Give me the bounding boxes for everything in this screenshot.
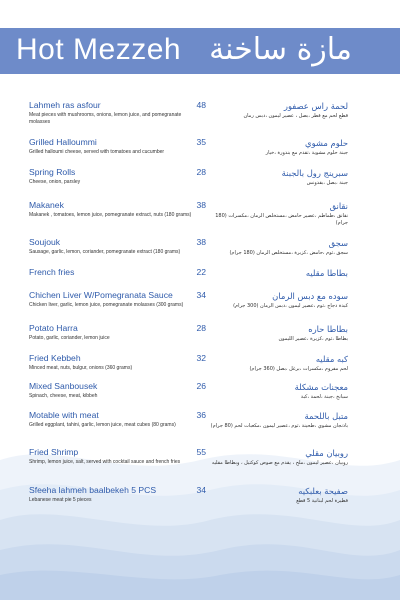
item-name-arabic: سوده مع دبس الرمان bbox=[272, 291, 348, 301]
item-name-arabic: متبل باللحمة bbox=[304, 411, 348, 421]
item-description: Makanek , tomatoes, lemon juice, pomegranate extract, nuts (180 grams) bbox=[29, 212, 192, 218]
item-name: Makanek bbox=[29, 200, 64, 210]
item-description: Potato, garlic, coriander, lemon juice bbox=[29, 335, 110, 341]
item-description: Chicken liver, garlic, lemon juice, pomegranate molasses (300 grams) bbox=[29, 302, 184, 308]
item-price: 55 bbox=[196, 447, 206, 457]
item-price: 32 bbox=[196, 353, 206, 363]
item-description-arabic: سجق ،ثوم ،حامض ،كزبرة ،مستخلص الرمان (180 جرام) bbox=[229, 250, 348, 256]
item-description-arabic: جبنة ،بصل ،بقدونس bbox=[306, 180, 348, 186]
item-name-arabic: حلوم مشوي bbox=[305, 138, 348, 148]
item-name: Potato Harra bbox=[29, 323, 78, 333]
item-name: Spring Rolls bbox=[29, 167, 76, 177]
item-name-arabic: صفيحة بعلبكيه bbox=[298, 486, 348, 496]
menu-item bbox=[0, 100, 400, 140]
item-description-arabic: فطيرة لحم لبنانية 5 قطع bbox=[296, 498, 348, 504]
item-name-arabic: كبه مقليه bbox=[315, 354, 348, 364]
item-name-arabic: بطاطا حاره bbox=[308, 324, 348, 334]
item-name: Chichen Liver W/Pomegranata Sauce bbox=[29, 290, 173, 300]
item-name: Mixed Sanbousek bbox=[29, 381, 98, 391]
item-name-arabic: نقانق bbox=[329, 201, 348, 211]
item-name-arabic: روبيان مقلي bbox=[305, 448, 348, 458]
item-name-arabic: بطاطا مقليه bbox=[305, 268, 348, 278]
item-price: 26 bbox=[196, 381, 206, 391]
item-name: Grilled Halloummi bbox=[29, 137, 97, 147]
item-name: Motable with meat bbox=[29, 410, 99, 420]
item-price: 22 bbox=[196, 267, 206, 277]
item-name-arabic: معجنات مشكلة bbox=[294, 382, 348, 392]
item-name: Soujouk bbox=[29, 237, 61, 247]
item-description: Minced meat, nuts, bulgur, onions (360 grams) bbox=[29, 365, 133, 371]
item-description-arabic: روبيان ،عصير ليمون ،ملح ، يقدم مع صوص كوكتيل ، وبطاطا مقليه bbox=[211, 460, 348, 466]
item-description-arabic: سبانخ ،جبنة ،لحمة ،كبة bbox=[300, 394, 348, 400]
item-name: Fried Shrimp bbox=[29, 447, 79, 457]
item-description-arabic: لحم مفروم ،مكسرات ،برغل ،بصل (360 جرام) bbox=[249, 366, 348, 372]
item-price: 48 bbox=[196, 100, 206, 110]
page-title-arabic: مازة ساخنة bbox=[209, 32, 352, 67]
item-price: 28 bbox=[196, 167, 206, 177]
menu-item bbox=[0, 447, 400, 487]
item-price: 36 bbox=[196, 410, 206, 420]
item-description: Meat pieces with mushrooms, onions, lemon juice, and pomegranate molasses bbox=[29, 112, 182, 125]
item-description-arabic: قطع لحم مع فطر ،بصل ، عصير ليمون ،دبس رمان bbox=[243, 113, 348, 119]
item-price: 38 bbox=[196, 200, 206, 210]
item-price: 38 bbox=[196, 237, 206, 247]
item-name: Sfeeha lahmeh baalbekeh 5 PCS bbox=[29, 485, 157, 495]
menu-item bbox=[0, 410, 400, 450]
item-name-arabic: لحمة راس عصفور bbox=[283, 101, 348, 111]
menu-item bbox=[0, 485, 400, 525]
item-name: Fried Kebbeh bbox=[29, 353, 81, 363]
item-description: Grilled halloumi cheese, served with tomatoes and cucumber bbox=[29, 149, 165, 155]
item-description: Cheese, onion, parsley bbox=[29, 179, 81, 185]
menu-item bbox=[0, 200, 400, 240]
item-description: Shrimp, lemon juice, salt, served with cocktail sauce and french fries bbox=[29, 459, 181, 465]
item-name-arabic: سبرينج رول بالجبنة bbox=[281, 168, 348, 178]
item-name: French fries bbox=[29, 267, 75, 277]
item-price: 34 bbox=[196, 485, 206, 495]
item-price: 34 bbox=[196, 290, 206, 300]
item-description-arabic: نقانق ،طماطم ،عصير حامض ،مستخلص الرمان ،مكسرات (180 جرام) bbox=[215, 213, 348, 226]
item-name: Lahmeh ras asfour bbox=[29, 100, 101, 110]
item-price: 28 bbox=[196, 323, 206, 333]
item-name-arabic: سجق bbox=[328, 238, 348, 248]
page-title: Hot Mezzeh bbox=[16, 33, 182, 66]
item-description: Spinach, cheese, meat, kibbeh bbox=[29, 393, 98, 399]
item-description-arabic: باذنجان مشوي ،طحينة ،ثوم ،عصير ليمون ،مكعبات لحم (80 جرام) bbox=[210, 423, 348, 429]
item-description-arabic: جبنة حلوم مشوية ،تقدم مع بندورة ،خيار bbox=[265, 150, 348, 156]
item-description-arabic: كبدة دجاج ،ثوم ،عصير ليمون ،دبس الرمان (300 جرام) bbox=[233, 303, 348, 309]
item-description-arabic: بطاطا ،ثوم ،كزبرة ،عصير الليمون bbox=[278, 336, 348, 342]
item-description: Lebanese meat pie 5 pieces bbox=[29, 497, 92, 503]
item-description: Grilled eggplant, tahini, garlic, lemon juice, meat cubes (80 grams) bbox=[29, 422, 176, 428]
item-price: 35 bbox=[196, 137, 206, 147]
item-description: Sausage, garlic, lemon, coriander, pomegranate extract (180 grams) bbox=[29, 249, 181, 255]
